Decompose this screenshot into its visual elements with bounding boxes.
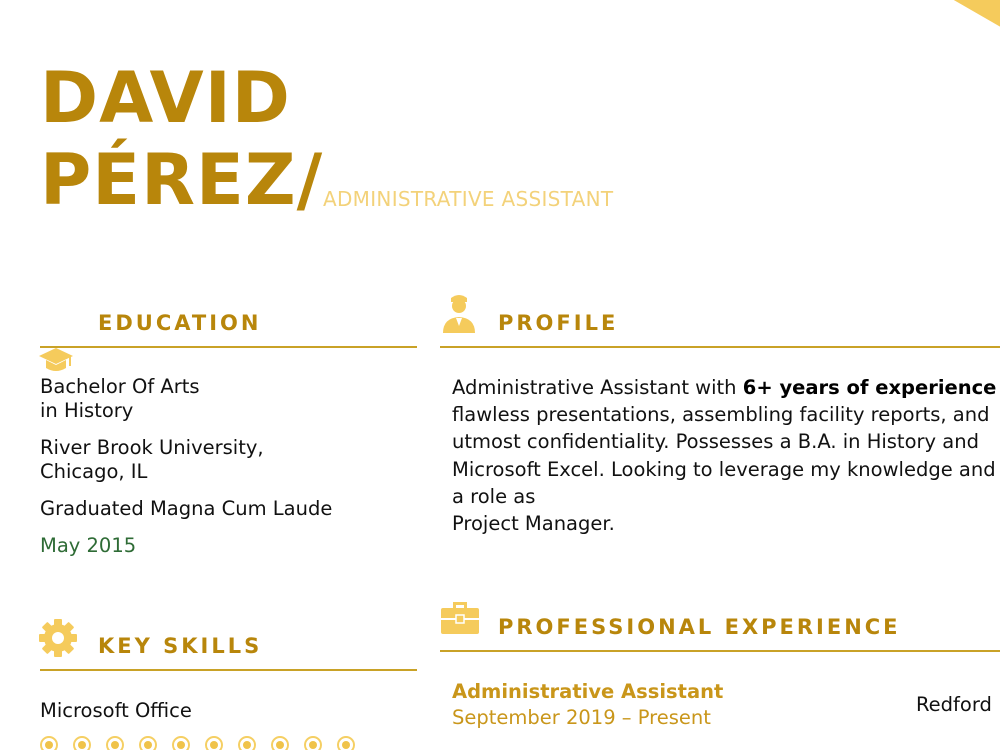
skill-name: Microsoft Office: [40, 699, 192, 722]
degree-line1: Bachelor Of Arts: [40, 375, 200, 398]
first-name: DAVID: [40, 57, 291, 139]
corner-decoration: [942, 0, 1000, 28]
profile-highlight: 6+ years of experience: [742, 376, 997, 399]
last-name-line: [40, 139, 324, 221]
last-name: PÉREZ: [40, 139, 297, 221]
skill-rating-dot: [40, 736, 58, 750]
profile-heading: PROFILE: [498, 311, 619, 335]
education-honors: Graduated Magna Cum Laude: [40, 497, 333, 520]
school-line2: Chicago, IL: [40, 460, 148, 483]
education-rule: [40, 346, 417, 348]
degree-line2: in History: [40, 399, 134, 422]
skill-rating-dot: [271, 736, 289, 750]
profile-line4: Microsoft Excel. Looking to leverage my knowledge and: [452, 457, 996, 481]
graduation-cap-icon: [38, 346, 74, 378]
skill-rating-dot: [172, 736, 190, 750]
job-role: Administrative Assistant: [452, 680, 724, 703]
person-icon: [440, 292, 478, 334]
name-separator: /: [296, 139, 324, 221]
profile-line1-prefix: Administrative Assistant with: [452, 376, 743, 399]
skill-rating-dot: [106, 736, 124, 750]
profile-line5: a role as: [452, 484, 536, 508]
skill-rating-dot: [337, 736, 355, 750]
school-line1: River Brook University,: [40, 436, 264, 459]
skill-rating-dot: [304, 736, 322, 750]
profile-line6: Project Manager.: [452, 512, 615, 536]
job-dates: September 2019 – Present: [452, 706, 711, 729]
skills-heading: KEY SKILLS: [98, 634, 263, 658]
skill-rating-dot: [73, 736, 91, 750]
profile-line2: flawless presentations, assembling facility reports, and: [452, 403, 990, 427]
profile-summary: [452, 374, 1000, 537]
education-heading: EDUCATION: [98, 311, 262, 335]
skill-rating-dot: [205, 736, 223, 750]
profile-rule: [440, 346, 1000, 348]
briefcase-icon: [440, 600, 480, 636]
gear-icon: [38, 618, 78, 658]
skill-rating-dot: [139, 736, 157, 750]
education-date: May 2015: [40, 534, 137, 557]
job-location: Redford: [916, 693, 992, 716]
experience-rule: [440, 650, 1000, 652]
experience-heading: PROFESSIONAL EXPERIENCE: [498, 615, 901, 639]
profile-line3: utmost confidentiality. Possesses a B.A. in History and: [452, 430, 979, 454]
skill-rating-dot: [238, 736, 256, 750]
skills-rule: [40, 669, 417, 671]
job-title: ADMINISTRATIVE ASSISTANT: [323, 187, 614, 211]
skill-rating: [40, 736, 370, 750]
